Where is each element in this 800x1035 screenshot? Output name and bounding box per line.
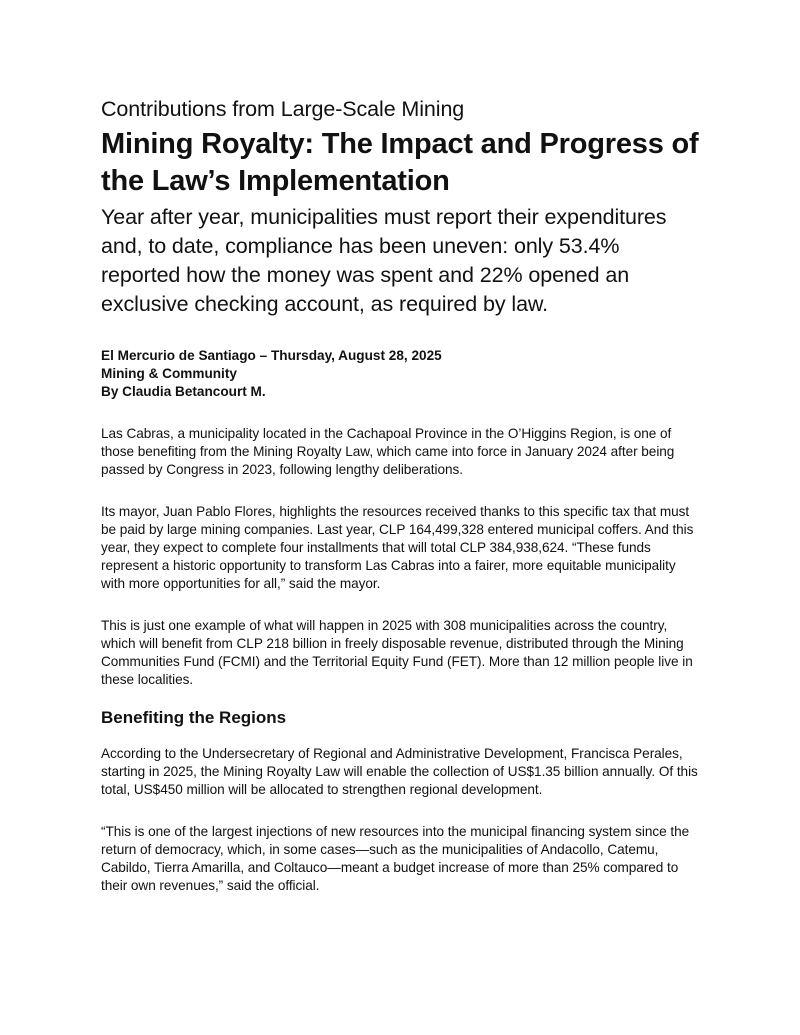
byline-source: El Mercurio de Santiago – Thursday, August 28, 2025 <box>101 348 442 363</box>
byline-author: By Claudia Betancourt M. <box>101 384 266 399</box>
article <box>101 96 701 895</box>
article-deck: Year after year, municipalities must report their expenditures and, to date, compliance has been uneven: only 53.4% reported how the money was spent and 22% opened an exclusive checking account, as required by law. <box>101 205 667 316</box>
article-kicker: Contributions from Large-Scale Mining <box>101 97 465 121</box>
section-paragraph-2: “This is one of the largest injections of new resources into the municipal financing system since the return of democracy, which, in some cases—such as the municipalities of Andacollo, Catemu, Cabildo, Tierra Amarilla, and Coltauco—meant a budget increase of more than 25% compared to their own revenues,” said the official. <box>101 824 690 893</box>
article-headline: Mining Royalty: The Impact and Progress of the Law’s Implementation <box>101 128 699 197</box>
section-paragraph-1: According to the Undersecretary of Regional and Administrative Development, Francisca Perales, starting in 2025, the Mining Royalty Law will enable the collection of US$1.35 billion annually. Of this total, US$450 million will be allocated to strengthen regional development. <box>101 746 698 797</box>
body-paragraph-3: This is just one example of what will happen in 2025 with 308 municipalities across the country, which will benefit from CLP 218 billion in freely disposable revenue, distributed through the Mining Communities Fund (FCMI) and the Territorial Equity Fund (FET). More than 12 million people live in these localities. <box>101 618 693 687</box>
body-paragraph-1: Las Cabras, a municipality located in the Cachapoal Province in the O’Higgins Region, is one of those benefiting from the Mining Royalty Law, which came into force in January 2024 after being passed by Congress in 2023, following lengthy deliberations. <box>101 426 675 477</box>
byline <box>101 347 701 401</box>
byline-section: Mining & Community <box>101 366 237 381</box>
body-paragraph-2: Its mayor, Juan Pablo Flores, highlights the resources received thanks to this specific tax that must be paid by large mining companies. Last year, CLP 164,499,328 entered municipal coffers. And this year, they expect to complete four installments that will total CLP 384,938,624. “These funds represent a historic opportunity to transform Las Cabras into a fairer, more equitable municipality with more opportunities for all,” said the mayor. <box>101 504 694 591</box>
section-heading: Benefiting the Regions <box>101 708 287 727</box>
